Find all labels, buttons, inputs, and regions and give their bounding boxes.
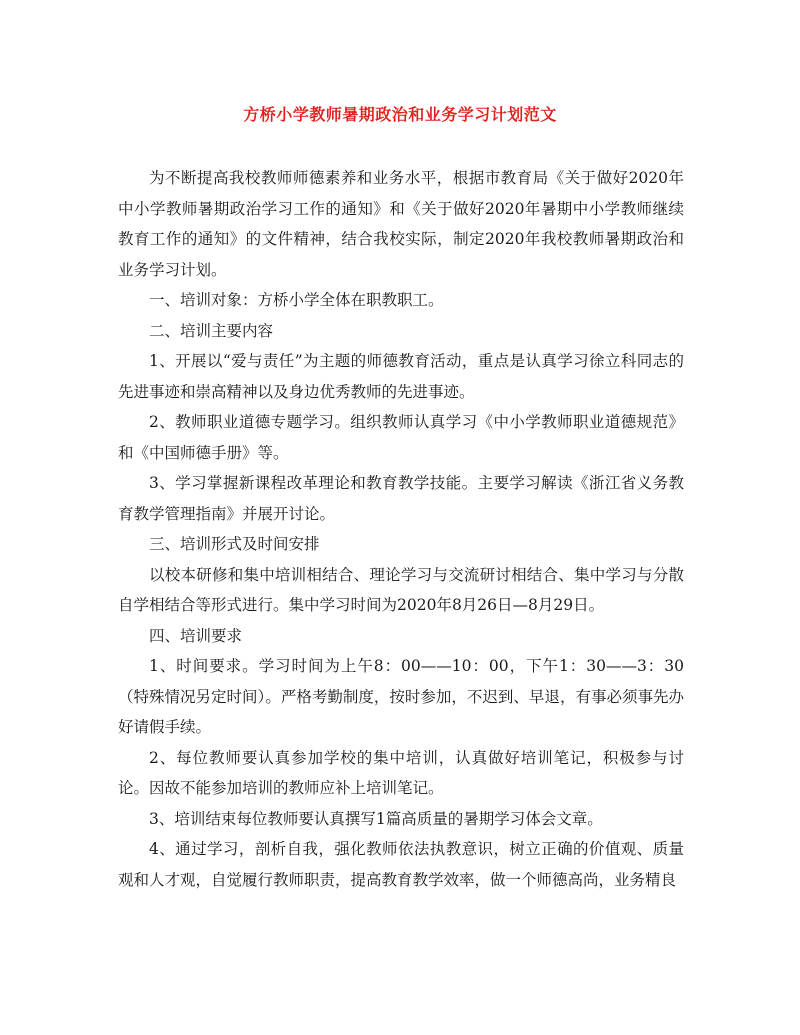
paragraph-requirement-1: 1、时间要求。学习时间为上午8：00——10：00，下午1：30——3：30（特殊情况另定时间）。严格考勤制度，按时参加，不迟到、早退，有事必须事先办好请假手续。 bbox=[118, 657, 684, 736]
document-body bbox=[118, 163, 684, 895]
paragraph-requirement-4: 4、通过学习，剖析自我，强化教师依法执教意识，树立正确的价值观、质量观和人才观，自觉履行教师职责，提高教育教学效率，做一个师德高尚，业务精良 bbox=[118, 840, 684, 889]
paragraph-section-4-heading: 四、培训要求 bbox=[149, 626, 243, 645]
paragraph-content-1: 1、开展以“爱与责任”为主题的师德教育活动，重点是认真学习徐立科同志的先进事迹和崇高精神以及身边优秀教师的先进事迹。 bbox=[118, 352, 684, 401]
paragraph-content-2: 2、教师职业道德专题学习。组织教师认真学习《中小学教师职业道德规范》和《中国师德手册》等。 bbox=[118, 413, 684, 462]
document-title: 方桥小学教师暑期政治和业务学习计划范文 bbox=[243, 105, 557, 124]
paragraph-content-3: 3、学习掌握新课程改革理论和教育教学技能。主要学习解读《浙江省义务教育教学管理指南》并展开讨论。 bbox=[118, 474, 684, 523]
paragraph-section-2-heading: 二、培训主要内容 bbox=[149, 321, 274, 340]
paragraph-requirement-2: 2、每位教师要认真参加学校的集中培训，认真做好培训笔记，积极参与讨论。因故不能参加培训的教师应补上培训笔记。 bbox=[118, 748, 684, 797]
paragraph-requirement-3: 3、培训结束每位教师要认真撰写1篇高质量的暑期学习体会文章。 bbox=[149, 809, 603, 828]
paragraph-intro: 为不断提高我校教师师德素养和业务水平，根据市教育局《关于做好2020年中小学教师暑期政治学习工作的通知》和《关于做好2020年暑期中小学教师继续教育工作的通知》的文件精神，结合我校实际，制定2020年我校教师暑期政治和业务学习计划。 bbox=[118, 169, 684, 279]
paragraph-section-3-heading: 三、培训形式及时间安排 bbox=[149, 535, 320, 553]
paragraph-format-schedule: 以校本研修和集中培训相结合、理论学习与交流研讨相结合、集中学习与分散自学相结合等形式进行。集中学习时间为2020年8月26日—8月29日。 bbox=[118, 565, 684, 614]
paragraph-section-1: 一、培训对象：方桥小学全体在职教职工。 bbox=[149, 291, 444, 309]
